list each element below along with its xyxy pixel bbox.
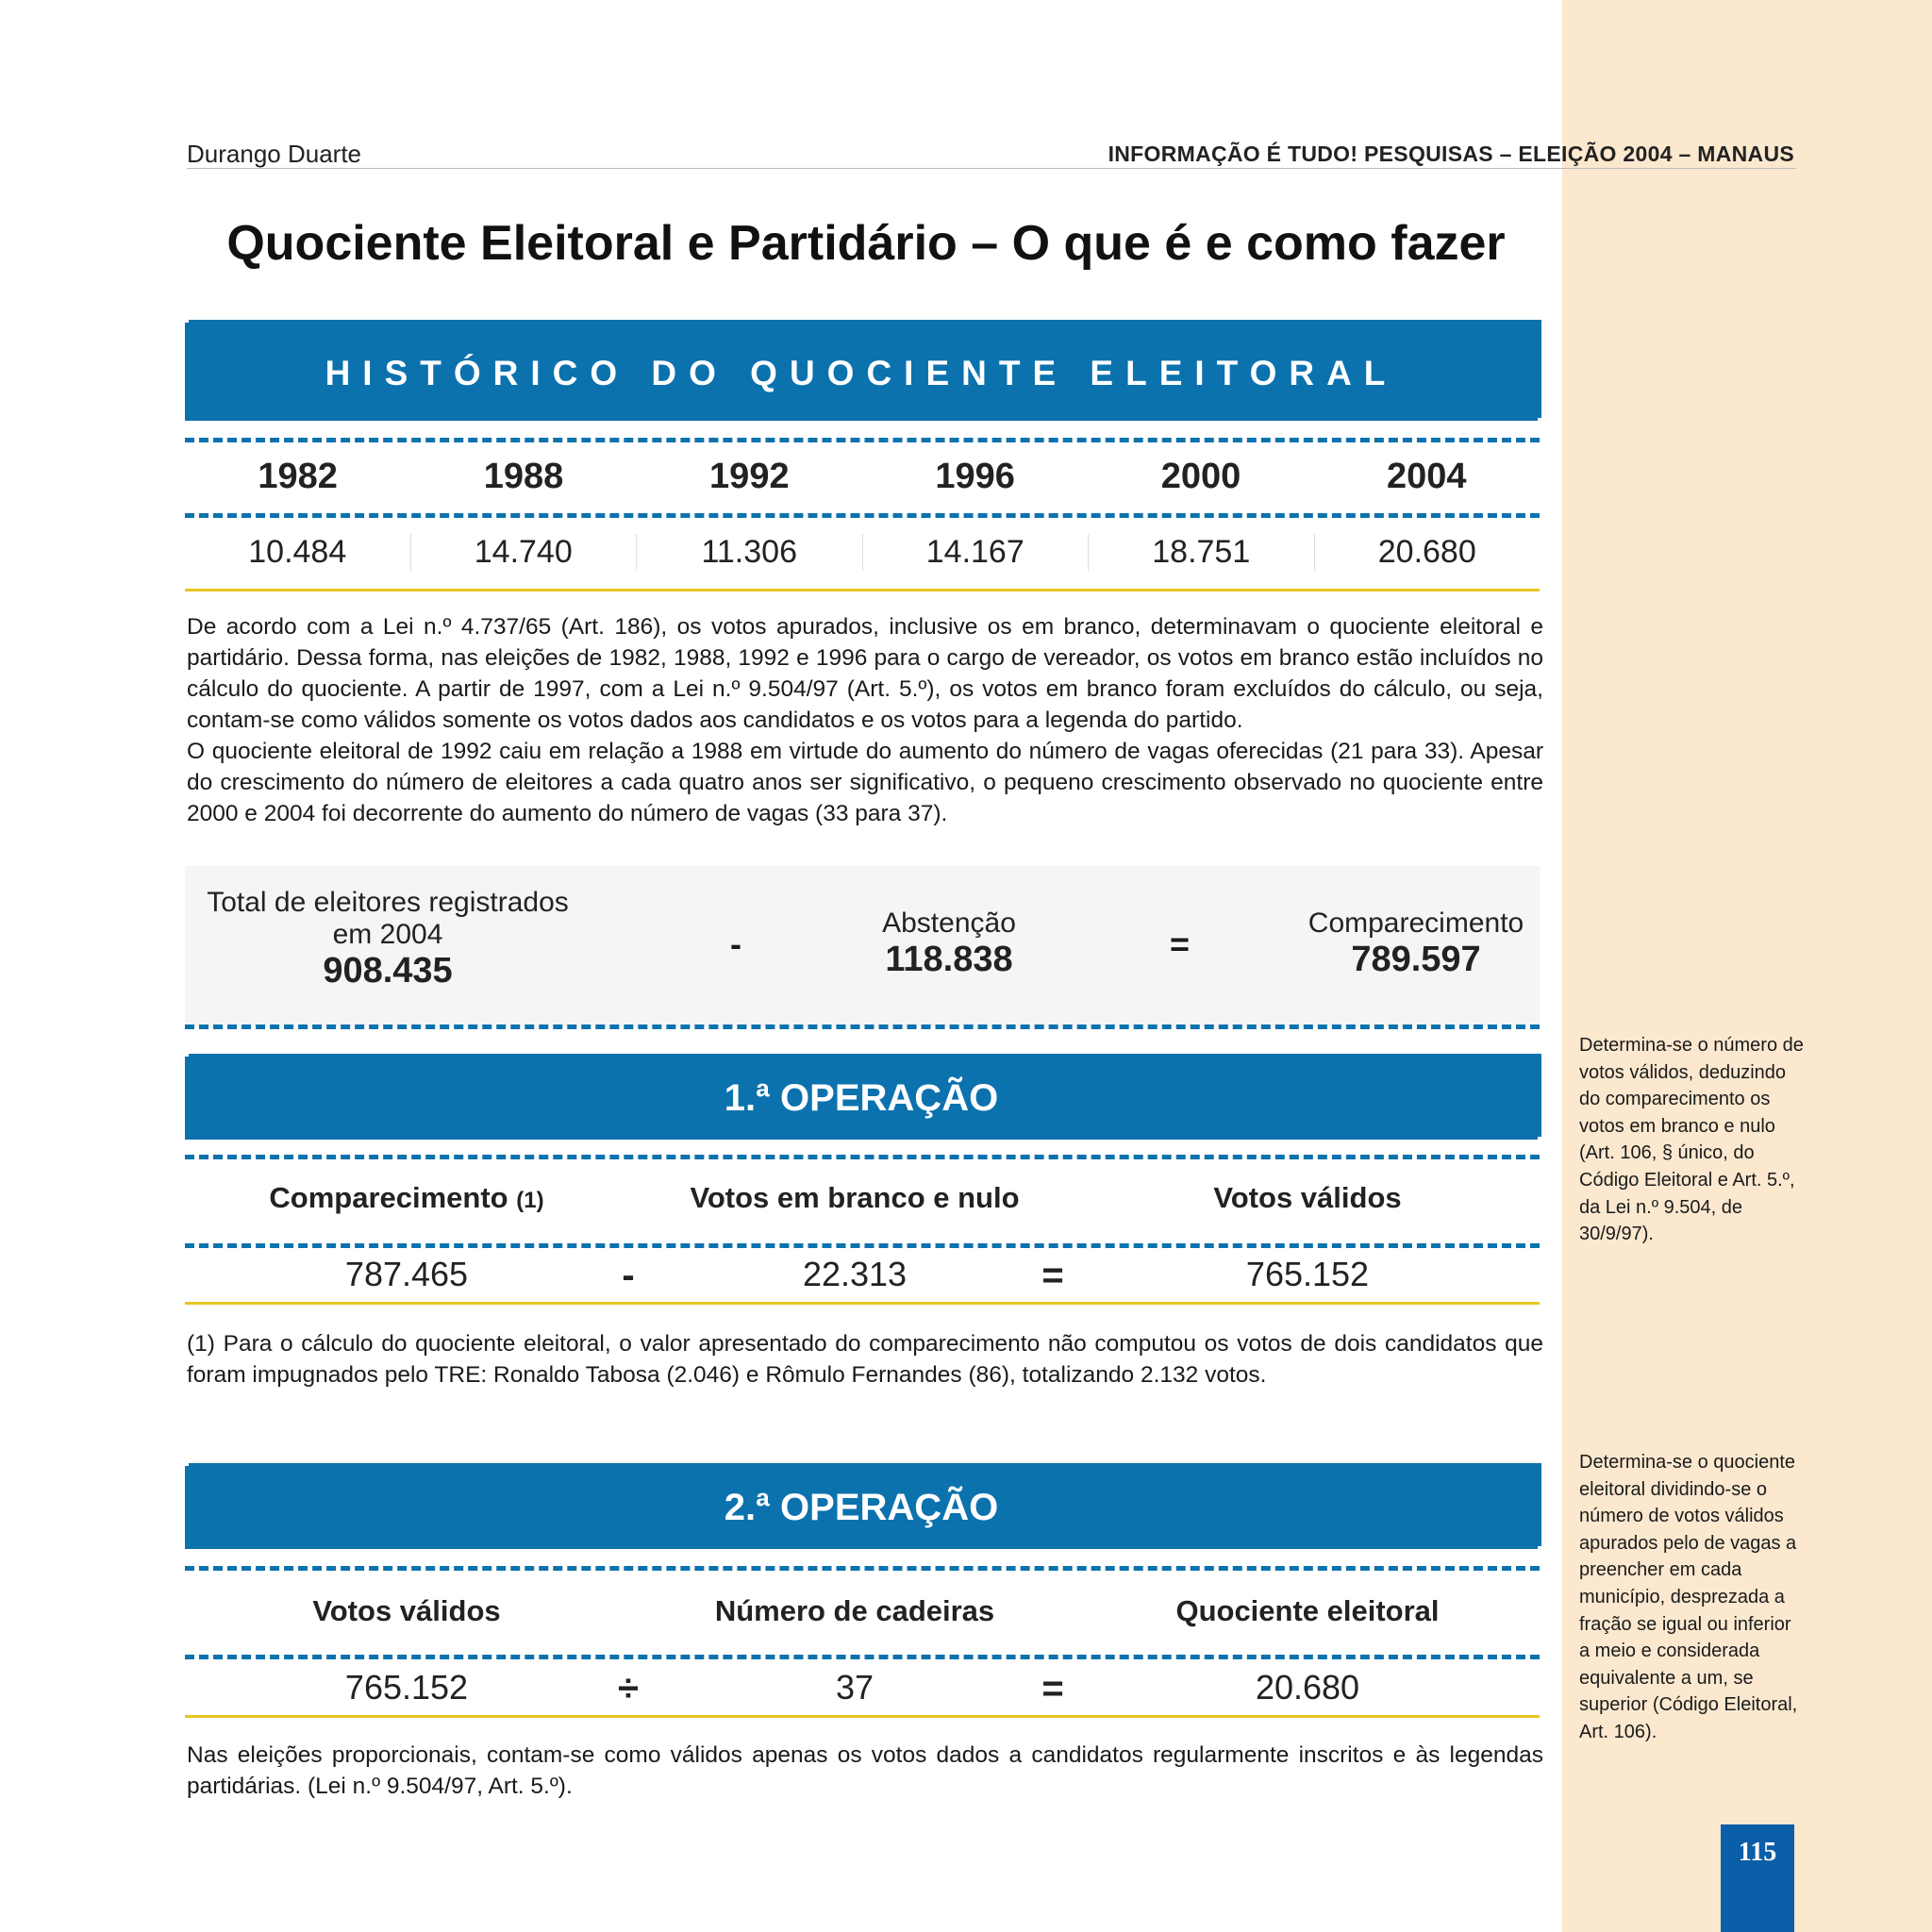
header-author: Durango Duarte <box>187 140 361 168</box>
minus-sign: - <box>730 924 741 963</box>
op1-col1 <box>185 1181 628 1215</box>
attendance-value: 789.597 <box>1351 940 1481 979</box>
op1-footnote: (1) Para o cálculo do quociente eleitoral, o valor apresentado do comparecimento não computou os votos de dois candidatos que foram impugnados pelo TRE: Ronaldo Tabosa (2.046) e Rômulo Fernandes (86), totalizando 2.132 votos. <box>187 1331 1543 1388</box>
divider <box>185 513 1540 518</box>
op1-value-1: 787.465 <box>344 1255 469 1293</box>
op2-value-1: 765.152 <box>344 1668 469 1707</box>
attendance-label: Comparecimento <box>1307 908 1524 939</box>
page-number: 115 <box>1721 1824 1794 1932</box>
value-cell: 14.167 <box>863 534 1090 571</box>
yellow-rule <box>185 1302 1540 1305</box>
intro-paragraph-2: O quociente eleitoral de 1992 caiu em relação a 1988 em virtude do aumento do número de vagas oferecidas (21 para 33). Apesar do crescimento do número de eleitores a cada quatro anos ser significativo, o pequeno crescimento observado no quociente entre 2000 e 2004 foi decorrente do aumento do número de vagas (33 para 37). <box>187 739 1543 826</box>
year-cell: 2004 <box>1387 457 1467 496</box>
op1-col1-label: Comparecimento <box>269 1181 508 1214</box>
divider <box>185 1566 1540 1571</box>
historico-heading: HISTÓRICO DO QUOCIENTE ELEITORAL <box>185 323 1538 421</box>
value-cell: 11.306 <box>637 534 863 571</box>
registered-value: 908.435 <box>323 951 453 991</box>
op2-value-2: 37 <box>835 1668 874 1707</box>
year-cell: 1992 <box>709 457 790 496</box>
op1-value-3: 765.152 <box>1245 1255 1370 1293</box>
sidebar-note-1: Determina-se o número de votos válidos, deduzindo do comparecimento os votos em branco e nulo (Art. 106, § único, do Código Eleitoral e Art. 5.º, da Lei n.º 9.504, de 30/9/97). <box>1579 1035 1804 1245</box>
divider <box>185 1155 1540 1159</box>
value-cell: 18.751 <box>1089 534 1315 571</box>
yellow-rule <box>185 589 1540 591</box>
op1-minus: - <box>622 1255 635 1296</box>
divider <box>185 1243 1540 1248</box>
value-cell: 14.740 <box>411 534 638 571</box>
abstention-value: 118.838 <box>885 940 1013 979</box>
year-cell: 2000 <box>1160 457 1241 496</box>
op1-col2: Votos em branco e nulo <box>690 1181 1020 1214</box>
registered-label-1: Total de eleitores registrados <box>207 887 569 918</box>
divider <box>185 1655 1540 1659</box>
op1-equals: = <box>1041 1255 1064 1296</box>
divider <box>185 438 1540 442</box>
year-cell: 1988 <box>483 457 564 496</box>
divider <box>185 1024 1540 1029</box>
year-cell: 1982 <box>258 457 338 496</box>
page-title: Quociente Eleitoral e Partidário – O que é e como fazer <box>226 216 1506 271</box>
op2-divide: ÷ <box>618 1668 639 1709</box>
op1-heading: 1.ª OPERAÇÃO <box>185 1057 1538 1140</box>
op1-value-2: 22.313 <box>802 1255 908 1293</box>
op2-col3: Quociente eleitoral <box>1175 1594 1440 1627</box>
year-cell: 1996 <box>935 457 1015 496</box>
registered-label-2: em 2004 <box>332 919 443 950</box>
abstention-label: Abstenção <box>882 908 1016 939</box>
historico-years-row <box>185 457 1540 497</box>
historico-values-row <box>185 534 1540 571</box>
op2-col1: Votos válidos <box>312 1594 501 1627</box>
abstention-block <box>808 908 1091 980</box>
header-rule <box>187 168 1796 169</box>
value-cell: 10.484 <box>185 534 411 571</box>
op1-col1-note: (1) <box>516 1188 544 1213</box>
equals-sign: = <box>1170 924 1191 963</box>
header-publication: INFORMAÇÃO É TUDO! PESQUISAS – ELEIÇÃO 2004 – MANAUS <box>1108 142 1794 166</box>
op2-value-3: 20.680 <box>1255 1668 1360 1707</box>
totals-panel <box>185 866 1540 1026</box>
value-cell: 20.680 <box>1377 534 1476 570</box>
op2-note: Nas eleições proporcionais, contam-se como válidos apenas os votos dados a candidatos regularmente inscritos e às legendas partidárias. (Lei n.º 9.504/97, Art. 5.º). <box>187 1742 1543 1799</box>
op2-equals: = <box>1041 1668 1064 1709</box>
attendance-block <box>1298 908 1534 980</box>
intro-text <box>187 611 1543 829</box>
op1-col3: Votos válidos <box>1213 1181 1402 1214</box>
registered-block <box>204 887 572 991</box>
op2-col2: Número de cadeiras <box>714 1594 995 1627</box>
sidebar-note-2: Determina-se o quociente eleitoral dividindo-se o número de votos válidos apurados pelo de vagas a preencher em cada município, desprezada a fração se igual ou inferior a meio e considerada equivalente a um, se superior (Código Eleitoral, Art. 106). <box>1579 1452 1798 1742</box>
yellow-rule <box>185 1715 1540 1718</box>
intro-paragraph-1: De acordo com a Lei n.º 4.737/65 (Art. 186), os votos apurados, inclusive os em branco, determinavam o quociente eleitoral e partidário. Dessa forma, nas eleições de 1982, 1988, 1992 e 1996 para o cargo de vereador, os votos em branco estão incluídos no cálculo do quociente. A partir de 1997, com a Lei n.º 9.504/97 (Art. 5.º), os votos em branco foram excluídos do cálculo, ou seja, contam-se como válidos somente os votos dados aos candidatos e os votos para a legenda do partido. <box>187 614 1543 733</box>
op2-heading: 2.ª OPERAÇÃO <box>185 1466 1538 1549</box>
